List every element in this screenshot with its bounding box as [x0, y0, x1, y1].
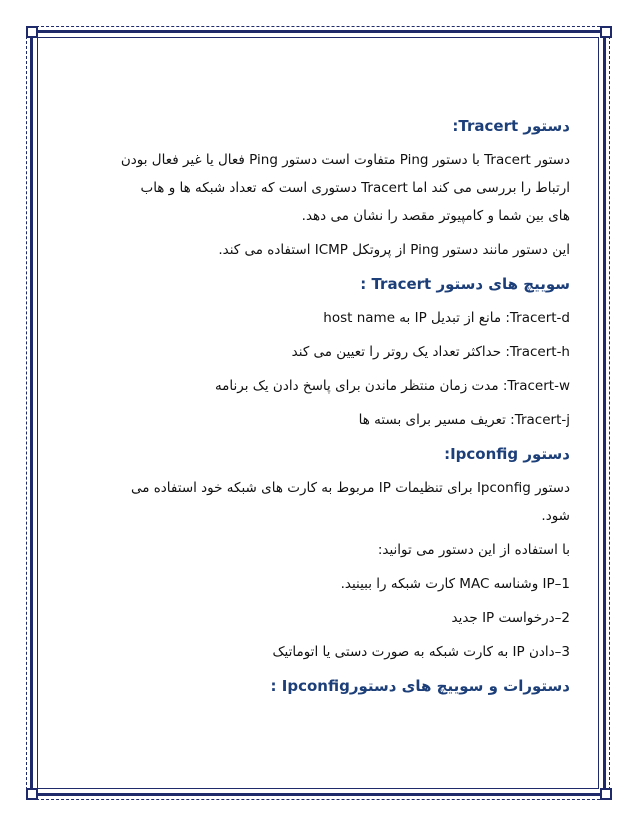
- border-corner-ornament: [26, 788, 38, 800]
- border-corner-ornament: [26, 26, 38, 38]
- border-corner-ornament: [600, 26, 612, 38]
- tracert-switch-d: Tracert-d: مانع از تبدیل IP به host name: [323, 310, 570, 326]
- tracert-intro-line-3: های بین شما و کامپیوتر مقصد را نشان می دهد.: [301, 208, 570, 224]
- ipconfig-heading: دستور Ipconfig:: [444, 445, 570, 463]
- tracert-intro-line-2: ارتباط را بررسی می کند اما Tracert دستوری است که تعداد شبکه ها و هاب: [140, 180, 570, 196]
- ipconfig-intro-line-2: شود.: [541, 508, 570, 524]
- tracert-switch-j: Tracert-j: تعریف مسیر برای بسته ها: [358, 412, 570, 428]
- ipconfig-intro-line-1: دستور Ipconfig برای تنظیمات IP مربوط به کارت های شبکه خود استفاده می: [130, 480, 570, 496]
- border-corner-ornament: [600, 788, 612, 800]
- document-body: [68, 112, 570, 700]
- tracert-switch-h: Tracert-h: حداکثر تعداد یک روتر را تعیین می کند: [291, 344, 570, 360]
- ipconfig-use-2: 2–درخواست IP جدید: [451, 610, 570, 626]
- ipconfig-use-1: 1–IP وشناسه MAC کارت شبکه را ببینید.: [340, 576, 570, 592]
- ipconfig-switches-heading: دستورات و سوییچ های دستورIpconfig :: [270, 677, 570, 695]
- ipconfig-use-3: 3–دادن IP به کارت شبکه به صورت دستی یا اتوماتیک: [272, 644, 570, 660]
- tracert-intro-line-1: دستور Tracert با دستور Ping متفاوت است دستور Ping فعال یا غیر فعال بودن: [120, 152, 570, 168]
- ipconfig-uses-intro: با استفاده از این دستور می توانید:: [377, 542, 570, 558]
- tracert-protocol-line: این دستور مانند دستور Ping از پروتکل ICMP استفاده می کند.: [218, 242, 570, 258]
- tracert-switch-w: Tracert-w: مدت زمان منتظر ماندن برای پاسخ دادن یک برنامه: [214, 378, 570, 394]
- tracert-switches-heading: سوییچ های دستور Tracert :: [360, 275, 570, 293]
- tracert-heading: دستور Tracert:: [452, 117, 570, 135]
